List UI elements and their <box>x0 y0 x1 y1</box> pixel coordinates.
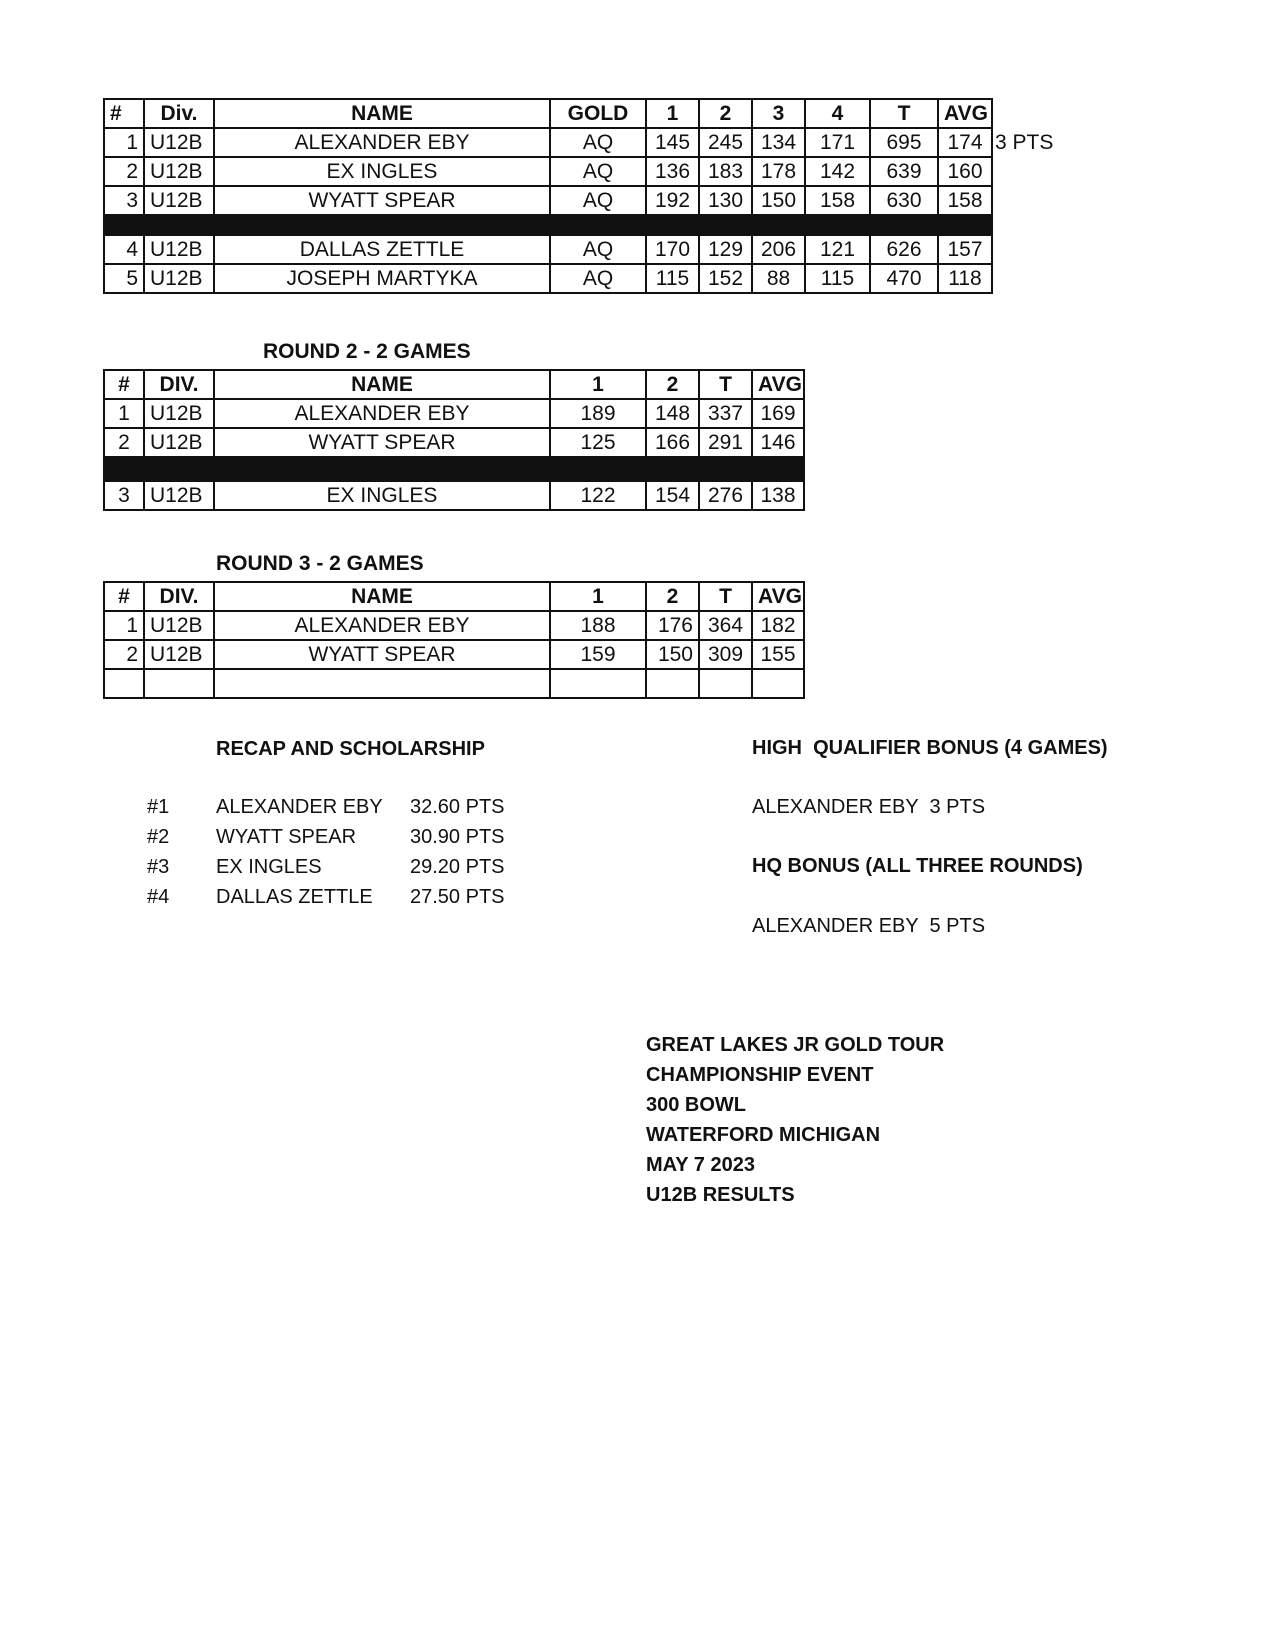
col-header: 1 <box>646 99 699 128</box>
gold-cell: AQ <box>550 157 646 186</box>
score-cell: 134 <box>752 128 805 157</box>
division-cell: U12B <box>144 481 214 510</box>
recap-rank: #1 <box>147 796 170 818</box>
recap-rank: #4 <box>147 886 170 908</box>
col-header: NAME <box>214 582 550 611</box>
total-cell: 639 <box>870 157 938 186</box>
round3-title: ROUND 3 - 2 GAMES <box>216 552 424 575</box>
score-cell: 188 <box>550 611 646 640</box>
score-cell: 152 <box>699 264 752 293</box>
empty-row <box>104 669 804 698</box>
name-cell: JOSEPH MARTYKA <box>214 264 550 293</box>
score-cell: 206 <box>752 235 805 264</box>
col-header: 1 <box>550 582 646 611</box>
event-line: WATERFORD MICHIGAN <box>646 1124 881 1146</box>
col-header: GOLD <box>550 99 646 128</box>
score-cell: 142 <box>805 157 870 186</box>
gold-cell: AQ <box>550 235 646 264</box>
score-cell: 154 <box>646 481 699 510</box>
col-header: 4 <box>805 99 870 128</box>
table-header-row <box>104 582 804 611</box>
score-cell: 115 <box>805 264 870 293</box>
event-line: CHAMPIONSHIP EVENT <box>646 1064 874 1086</box>
rank-cell: 1 <box>104 399 144 428</box>
name-cell: WYATT SPEAR <box>214 186 550 215</box>
rank-cell: 3 <box>104 481 144 510</box>
col-header: DIV. <box>144 370 214 399</box>
col-header: T <box>699 370 752 399</box>
average-cell: 174 <box>938 128 992 157</box>
recap-name: DALLAS ZETTLE <box>216 886 373 908</box>
round1-table <box>103 98 993 294</box>
score-cell: 150 <box>646 640 699 669</box>
round1-side-note: 3 PTS <box>995 131 1054 154</box>
col-header: 1 <box>550 370 646 399</box>
score-cell: 115 <box>646 264 699 293</box>
gold-cell: AQ <box>550 186 646 215</box>
col-header: AVG <box>752 370 804 399</box>
average-cell: 169 <box>752 399 804 428</box>
score-cell: 183 <box>699 157 752 186</box>
average-cell: 182 <box>752 611 804 640</box>
col-header: # <box>104 370 144 399</box>
event-info <box>646 1030 944 1210</box>
col-header: T <box>870 99 938 128</box>
rank-cell: 4 <box>104 235 144 264</box>
division-cell: U12B <box>144 399 214 428</box>
table-row <box>104 264 992 293</box>
recap-entry <box>147 856 547 880</box>
recap-name: WYATT SPEAR <box>216 826 357 848</box>
recap-entry <box>147 826 547 850</box>
division-cell: U12B <box>144 157 214 186</box>
recap-entry <box>147 796 547 820</box>
score-cell: 88 <box>752 264 805 293</box>
total-cell: 309 <box>699 640 752 669</box>
score-cell: 129 <box>699 235 752 264</box>
rank-cell: 2 <box>104 157 144 186</box>
name-cell: EX INGLES <box>214 481 550 510</box>
table-header-row <box>104 370 804 399</box>
score-cell: 125 <box>550 428 646 457</box>
name-cell: DALLAS ZETTLE <box>214 235 550 264</box>
col-header: T <box>699 582 752 611</box>
table-row <box>104 640 804 669</box>
col-header: 2 <box>646 582 699 611</box>
score-cell: 122 <box>550 481 646 510</box>
score-cell: 166 <box>646 428 699 457</box>
table-row <box>104 611 804 640</box>
division-cell: U12B <box>144 611 214 640</box>
rank-cell: 2 <box>104 640 144 669</box>
score-cell: 170 <box>646 235 699 264</box>
rank-cell: 1 <box>104 128 144 157</box>
average-cell: 157 <box>938 235 992 264</box>
total-cell: 695 <box>870 128 938 157</box>
recap-points: 30.90 PTS <box>410 826 505 848</box>
score-cell: 171 <box>805 128 870 157</box>
table-row <box>104 186 992 215</box>
event-line: 300 BOWL <box>646 1094 747 1116</box>
recap-title: RECAP AND SCHOLARSHIP <box>216 738 485 760</box>
recap-points: 27.50 PTS <box>410 886 505 908</box>
table-row <box>104 235 992 264</box>
score-cell: 121 <box>805 235 870 264</box>
division-cell: U12B <box>144 640 214 669</box>
rank-cell: 5 <box>104 264 144 293</box>
name-cell: ALEXANDER EBY <box>214 399 550 428</box>
table-row <box>104 157 992 186</box>
score-cell: 189 <box>550 399 646 428</box>
col-header: DIV. <box>144 582 214 611</box>
total-cell: 364 <box>699 611 752 640</box>
total-cell: 630 <box>870 186 938 215</box>
score-cell: 192 <box>646 186 699 215</box>
table-row <box>104 399 804 428</box>
name-cell: EX INGLES <box>214 157 550 186</box>
event-line: GREAT LAKES JR GOLD TOUR <box>646 1034 945 1056</box>
total-cell: 626 <box>870 235 938 264</box>
score-cell: 159 <box>550 640 646 669</box>
recap-entry <box>147 886 547 910</box>
division-cell: U12B <box>144 186 214 215</box>
division-cell: U12B <box>144 264 214 293</box>
total-cell: 337 <box>699 399 752 428</box>
score-cell: 145 <box>646 128 699 157</box>
recap-points: 29.20 PTS <box>410 856 505 878</box>
hq-bonus-winner: ALEXANDER EBY 3 PTS <box>752 796 986 818</box>
hq-bonus-title: HIGH QUALIFIER BONUS (4 GAMES) <box>752 737 1108 759</box>
round3-table <box>103 581 805 699</box>
cutoff-divider <box>104 457 804 481</box>
col-header: # <box>104 99 144 128</box>
col-header: NAME <box>214 99 550 128</box>
gold-cell: AQ <box>550 264 646 293</box>
hq-all-rounds-winner: ALEXANDER EBY 5 PTS <box>752 915 986 937</box>
total-cell: 276 <box>699 481 752 510</box>
col-header: # <box>104 582 144 611</box>
event-line: MAY 7 2023 <box>646 1154 755 1176</box>
score-cell: 148 <box>646 399 699 428</box>
score-cell: 130 <box>699 186 752 215</box>
name-cell: WYATT SPEAR <box>214 428 550 457</box>
recap-rank: #2 <box>147 826 170 848</box>
table-row <box>104 428 804 457</box>
table-header-row <box>104 99 992 128</box>
score-cell: 158 <box>805 186 870 215</box>
round2-title: ROUND 2 - 2 GAMES <box>263 340 471 363</box>
col-header: NAME <box>214 370 550 399</box>
event-line: U12B RESULTS <box>646 1184 795 1206</box>
rank-cell: 3 <box>104 186 144 215</box>
gold-cell: AQ <box>550 128 646 157</box>
average-cell: 118 <box>938 264 992 293</box>
col-header: 3 <box>752 99 805 128</box>
round2-table <box>103 369 805 511</box>
cutoff-divider <box>104 215 992 235</box>
score-cell: 178 <box>752 157 805 186</box>
name-cell: WYATT SPEAR <box>214 640 550 669</box>
total-cell: 470 <box>870 264 938 293</box>
name-cell: ALEXANDER EBY <box>214 611 550 640</box>
score-cell: 245 <box>699 128 752 157</box>
recap-rank: #3 <box>147 856 170 878</box>
score-cell: 176 <box>646 611 699 640</box>
recap-name: EX INGLES <box>216 856 322 878</box>
average-cell: 146 <box>752 428 804 457</box>
table-row <box>104 128 992 157</box>
col-header: 2 <box>699 99 752 128</box>
score-cell: 136 <box>646 157 699 186</box>
col-header: AVG <box>752 582 804 611</box>
rank-cell: 1 <box>104 611 144 640</box>
division-cell: U12B <box>144 235 214 264</box>
average-cell: 158 <box>938 186 992 215</box>
total-cell: 291 <box>699 428 752 457</box>
average-cell: 138 <box>752 481 804 510</box>
average-cell: 160 <box>938 157 992 186</box>
score-cell: 150 <box>752 186 805 215</box>
hq-all-rounds-title: HQ BONUS (ALL THREE ROUNDS) <box>752 855 1083 877</box>
col-header: AVG <box>938 99 992 128</box>
col-header: 2 <box>646 370 699 399</box>
col-header: Div. <box>144 99 214 128</box>
recap-points: 32.60 PTS <box>410 796 505 818</box>
average-cell: 155 <box>752 640 804 669</box>
division-cell: U12B <box>144 428 214 457</box>
table-row <box>104 481 804 510</box>
division-cell: U12B <box>144 128 214 157</box>
rank-cell: 2 <box>104 428 144 457</box>
recap-name: ALEXANDER EBY <box>216 796 383 818</box>
name-cell: ALEXANDER EBY <box>214 128 550 157</box>
